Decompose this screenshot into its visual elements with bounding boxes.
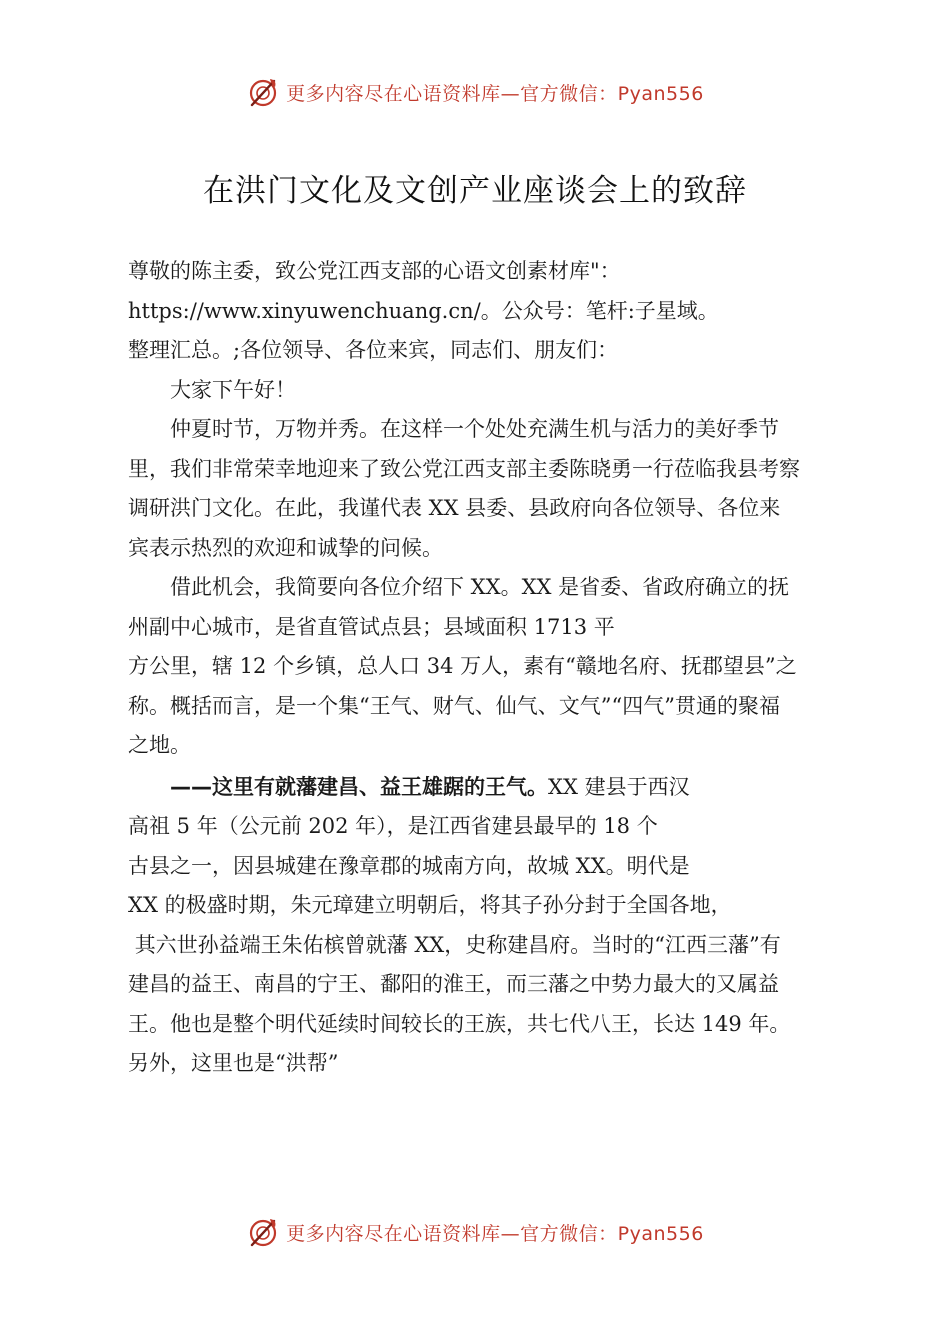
wechat-id: Pyan556 xyxy=(617,82,704,105)
paragraph-royal-line-2: 高祖 5 年（公元前 202 年），是江西省建县最早的 18 个 xyxy=(128,814,658,838)
footer-banner xyxy=(0,1210,950,1254)
paragraph-royal-line-3: 古县之一，因县城建在豫章郡的城南方向，故城 XX。明代是 xyxy=(128,853,690,878)
banner-text: 更多内容尽在心语资料库—官方微信：Pyan556 xyxy=(286,1222,704,1245)
paragraph-overview-a: 借此机会，我简要向各位介绍下 XX。XX 是省委、省政府确立的抚州副中心城市，是省直管试点县；县域面积 1713 平 xyxy=(128,575,790,639)
salutation-line-3: 整理汇总。;各位领导、各位来宾，同志们、朋友们： xyxy=(128,338,619,362)
greeting: 大家下午好！ xyxy=(170,377,296,402)
quill-seal-icon xyxy=(246,1215,280,1249)
salutation-line-2: https://www.xinyuwenchuang.cn/。公众号：笔杆:子星域。 xyxy=(128,298,719,323)
document-body xyxy=(128,252,800,1084)
paragraph-royal xyxy=(128,768,800,808)
paragraph-royal-line-5: 其六世孙益端王朱佑槟曾就藩 XX，史称建昌府。当时的“江西三藩”有建昌的益王、南昌的宁王、鄱阳的淮王，而三藩之中势力最大的又属益王。他也是整个明代延续时间较长的王族，共七代八王，长达 149 年。另外，这里也是“洪帮” xyxy=(128,932,791,1075)
header-banner xyxy=(0,70,950,114)
page-title: 在洪门文化及文创产业座谈会上的致辞 xyxy=(203,173,747,209)
paragraph-overview-b: 方公里，辖 12 个乡镇，总人口 34 万人，素有“赣地名府、抚郡望县”之称。概括而言，是一个集“王气、财气、仙气、文气”“四气”贯通的聚福之地。 xyxy=(128,654,797,757)
banner-text: 更多内容尽在心语资料库—官方微信：Pyan556 xyxy=(286,82,704,105)
wechat-id: Pyan556 xyxy=(617,1222,704,1245)
paragraph-royal-line-4: XX 的极盛时期，朱元璋建立明朝后，将其子孙分封于全国各地， xyxy=(128,893,732,917)
paragraph-royal-line-1: XX 建县于西汉 xyxy=(548,774,690,799)
paragraph-royal-heading: ——这里有就藩建昌、益王雄踞的王气。 xyxy=(170,774,548,799)
quill-seal-icon xyxy=(246,75,280,109)
paragraph-intro: 仲夏时节，万物并秀。在这样一个处处充满生机与活力的美好季节里，我们非常荣幸地迎来了致公党江西支部主委陈晓勇一行莅临我县考察调研洪门文化。在此，我谨代表 XX 县委、县政府向各位领导、各位来宾表示热烈的欢迎和诚挚的问候。 xyxy=(128,417,800,560)
salutation-line-1: 尊敬的陈主委，致公党江西支部的心语文创素材库"： xyxy=(128,259,621,283)
